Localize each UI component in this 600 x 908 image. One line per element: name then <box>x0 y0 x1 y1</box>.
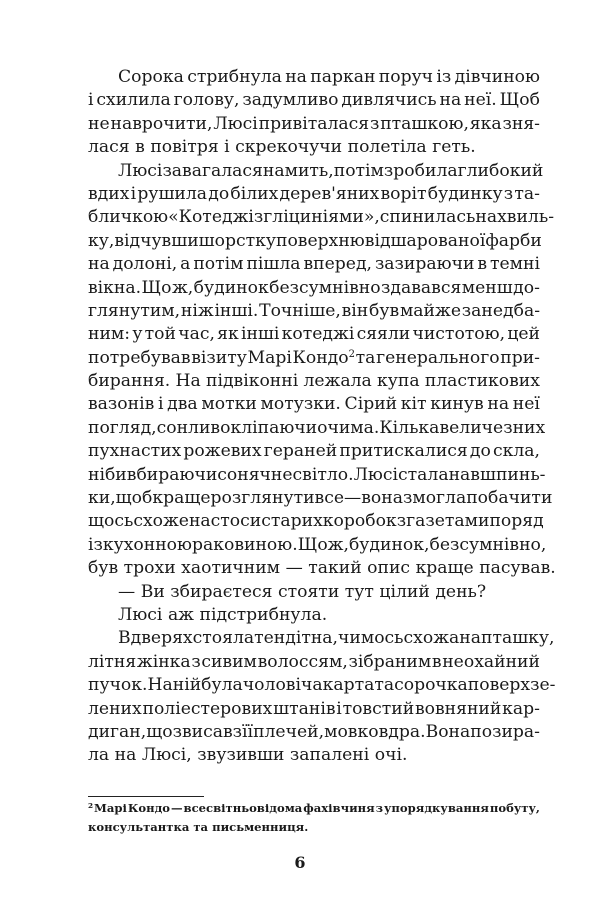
text-line: бирання. На підвіконні лежала купа пластикових <box>88 371 540 392</box>
text-line: В дверях стояла тендітна, чимось схожа на пташку, <box>118 628 555 649</box>
text-line: пухнастих рожевих гераней притискалися до скла, <box>88 441 540 462</box>
text-line: пучок. На ній була чоловіча картата сорочка поверх зе- <box>88 675 556 696</box>
footnote-line: консультантка та письменниця. <box>88 820 309 834</box>
text-line: ніби вбираючи сонячне світло. Люсі стала навшпинь- <box>88 464 546 485</box>
text-line: диган, що звисав з її плечей, мов ковдра. Вона позира- <box>88 721 540 742</box>
text-line: ки, щоб краще розглянути все — вона змогла побачити <box>88 488 553 509</box>
footnote <box>88 799 540 837</box>
text-line: ку, відчувши шорстку поверхню відшарованої фарби <box>88 230 542 251</box>
text-line: Сорока стрибнула на паркан поруч із дівчиною <box>118 67 540 87</box>
text-line: глянутим, ніж інші. Точніше, він був майже занедба- <box>88 300 540 321</box>
text-line: не наврочити, Люсі привіталася з пташкою, яка зня- <box>88 113 540 134</box>
text-line: літня жінка з сивим волоссям, зібраним в неохайний <box>88 651 540 672</box>
text-line: вдих і рушила до білих дерев'яних воріт будинку з та- <box>88 183 540 204</box>
footnote-line: ² Марі Кондо — всесвітньовідома фахівчиня з упорядкування побуту, <box>88 801 540 815</box>
text-line: — Ви збираєтеся стояти тут цілий день? <box>118 581 487 602</box>
text-line: щось схоже на стоси старих коробок з газетами поряд <box>88 511 544 532</box>
text-line: ним: у той час, як інші котеджі сяяли чистотою, цей <box>88 324 540 345</box>
text-line: вазонів і два мотки мотузки. Сірий кіт кинув на неї <box>88 394 540 415</box>
main-text <box>88 66 556 768</box>
text-line: Люсі аж підстрибнула. <box>118 604 328 625</box>
text-line: погляд, сонливо кліпаючи очима. Кілька величезних <box>88 417 546 438</box>
text-line: і схилила голову, задумливо дивлячись на неї. Щоб <box>88 90 540 111</box>
page-number: 6 <box>294 853 306 872</box>
text-line: бличкою «Котедж із гліциніями», спинилась на хвиль- <box>88 207 555 228</box>
text-line: ла на Люсі, звузивши запалені очі. <box>88 745 408 766</box>
text-line: лася в повітря і скрекочучи полетіла геть. <box>88 137 476 158</box>
footnote-divider <box>88 796 204 797</box>
text-line: вікна. Що ж, будинок безсумнівно здавався менш до- <box>88 277 540 298</box>
text-line: був трохи хаотичним — такий опис краще пасував. <box>88 558 556 579</box>
text-line: лених поліестерових штанів і товстий вовняний кар- <box>88 698 540 719</box>
text-line: із кухонною раковиною. Що ж, будинок, безсумнівно, <box>88 534 547 555</box>
text-line: потребував візиту Марі Кондо$^2$ та генерального при- <box>88 347 540 368</box>
text-line: на долоні, а потім пішла вперед, зазираючи в темні <box>88 254 540 275</box>
text-line: Люсі завагалася на мить, потім зробила глибокий <box>118 160 544 181</box>
